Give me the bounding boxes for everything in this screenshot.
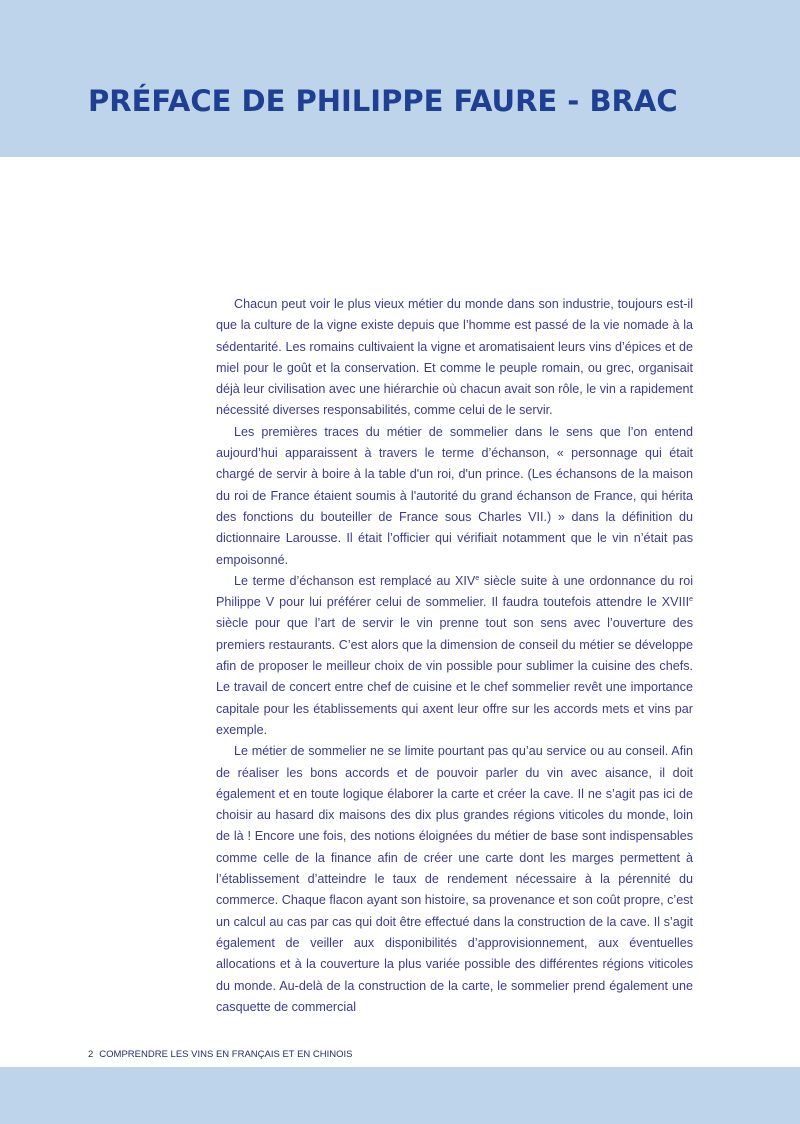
- paragraph-3-part-2: siècle suite à une ordonnance du roi Philippe V pour lui préférer celui de sommelier. Il faudra toutefois attendre le XVIII: [216, 573, 694, 610]
- header-band: [0, 0, 800, 157]
- paragraph-3: [216, 571, 693, 741]
- paragraph-1: Chacun peut voir le plus vieux métier du monde dans son industrie, toujours est-il que la culture de la vigne existe depuis que l’homme est passé de la vie nomade à la sédentarité. Les romains cultivaient la vigne et aromatisaient leurs vins d’épices et de miel pour le goût et la conservation. Et comme le peuple romain, ou grec, organisait déjà leur civilisation avec une hiérarchie où chacun avait son rôle, le vin a rapidement nécessité diverses responsabilités, comme celui de le servir.: [216, 297, 693, 418]
- paragraph-2: Les premières traces du métier de sommelier dans le sens que l’on entend aujourd’hui apparaissent à travers le terme d’échanson, « personnage qui était chargé de servir à boire à la table d'un roi, d'un prince. (Les échansons de la maison du roi de France étaient soumis à l'autorité du grand échanson de France, qui hérita des fonctions du bouteiller de France sous Charles VII.) » dans la définition du dictionnaire Larousse. Il était l’officier qui vérifiait notamment que le vin n’était pas empoisonné.: [216, 424, 693, 567]
- running-footer: [88, 1049, 353, 1060]
- body-text: [216, 294, 693, 1018]
- century-superscript: e: [689, 595, 693, 603]
- paragraph-3-part-1: Le terme d’échanson est remplacé au XIV: [234, 573, 476, 588]
- page-title: PRÉFACE DE PHILIPPE FAURE - BRAC: [88, 84, 678, 118]
- page-number: 2: [88, 1049, 94, 1060]
- footer-band: [0, 1067, 800, 1124]
- book-title: COMPRENDRE LES VINS EN FRANÇAIS ET EN CHINOIS: [99, 1049, 353, 1060]
- century-superscript: e: [475, 574, 480, 582]
- paragraph-4: Le métier de sommelier ne se limite pourtant pas qu’au service ou au conseil. Afin de réaliser les bons accords et de pouvoir parler du vin avec aisance, il doit également et en toute logique élaborer la carte et créer la cave. Il ne s’agit pas ici de choisir au hasard dix maisons des dix plus grandes régions viticoles du monde, loin de là ! Encore une fois, des notions éloignées du métier de base sont indispensables comme celle de la finance afin de créer une carte dont les marges permettent à l’établissement d’atteindre le taux de rendement nécessaire à la pérennité du commerce. Chaque flacon ayant son histoire, sa provenance et son coût propre, c’est un calcul au cas par cas qui doit être effectué dans la construction de la cave. Il s’agit également de veiller aux disponibilités d’approvisionnement, aux éventuelles allocations et à la couverture la plus variée possible des différentes régions viticoles du monde. Au-delà de la construction de la carte, le sommelier prend également une casquette de commercial: [216, 744, 693, 1014]
- paragraph-3-part-3: siècle pour que l’art de servir le vin prenne tout son sens avec l’ouverture des premiers restaurants. C’est alors que la dimension de conseil du métier se développe afin de proposer le meilleur choix de vin possible pour sublimer la cuisine des chefs. Le travail de concert entre chef de cuisine et le chef sommelier revêt une importance capitale pour les établissements qui axent leur offre sur les accords mets et vins par exemple.: [216, 616, 693, 737]
